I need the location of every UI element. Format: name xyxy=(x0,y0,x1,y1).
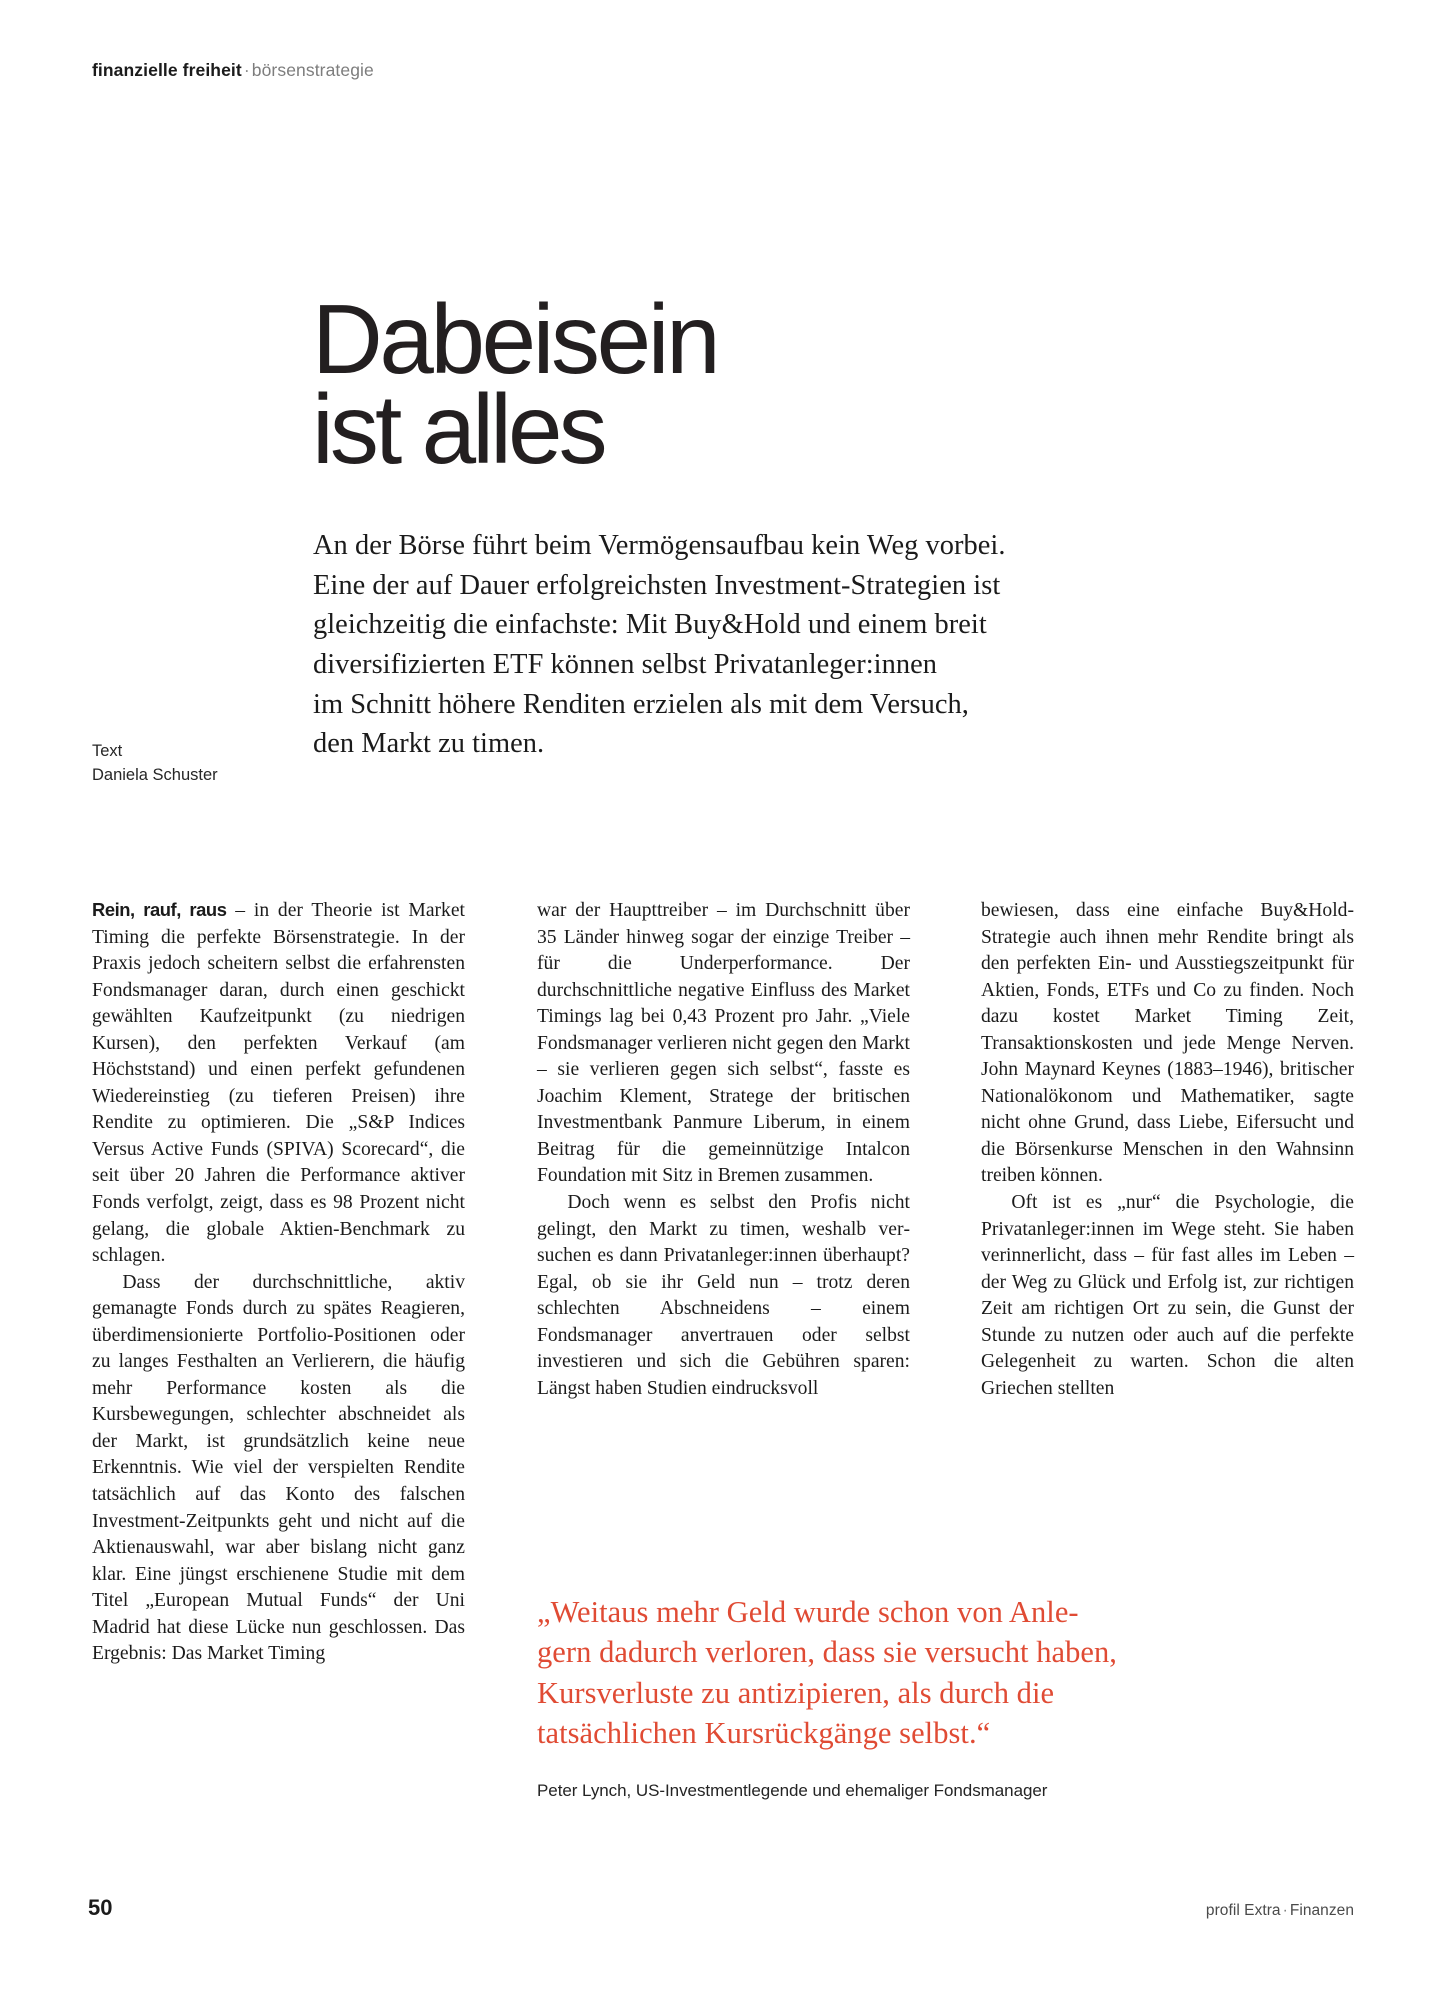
headline-line-2: ist alles xyxy=(312,373,604,484)
paragraph-kicker: Rein, rauf, raus xyxy=(92,899,227,920)
lead-line-4: diversifizierten ETF können selbst Privatanleger:innen xyxy=(313,648,937,680)
footer-section: Finanzen xyxy=(1289,1902,1354,1919)
pull-quote-line-3: Kursverluste zu antizipieren, als durch die xyxy=(537,1675,1055,1710)
pull-quote-attribution: Peter Lynch, US-Investmentlegende und ehemaliger Fondsmanager xyxy=(537,1780,1048,1800)
paragraph: Doch wenn es selbst den Profis nicht gelingt, den Markt zu timen, weshalb versuchen es dann Privatanleger:innen überhaupt? Egal, ob sie ihr Geld nun – trotz deren schlechten Abschneidens – einem Fondsmanager anvertrauen oder selbst investieren und sich die Gebühren sparen: Längst haben Studien eindrucksvoll xyxy=(537,1192,910,1399)
body-column-1 xyxy=(92,898,465,1668)
byline-author: Daniela Schuster xyxy=(92,765,218,784)
pull-quote-line-2: gern dadurch verloren, dass sie versucht haben, xyxy=(537,1635,1117,1670)
byline xyxy=(92,740,218,788)
lead-line-3: gleichzeitig die einfachste: Mit Buy&Hold und einem breit xyxy=(313,609,987,641)
running-head xyxy=(92,60,374,81)
paragraph: Dass der durchschnittliche, aktiv gemanagte Fonds durch zu spätes Reagieren, überdimensionierte Portfolio-Positionen oder zu langes Festhalten an Verlierern, die häufig mehr Performance kosten als die Kursbewegungen, schlechter abschneidet als der Markt, ist grundsätzlich keine neue Erkenntnis. Wie viel der verspielten Rendite tatsächlich auf das Konto des falschen Investment-Zeitpunkts geht und nicht auf die Aktienauswahl, war aber bislang nicht ganz klar. Eine jüngst erschienene Studie mit dem Titel „European Mutual Funds“ der Uni Madrid hat diese Lücke nun geschlossen. Das Ergebnis: Das Market Timing xyxy=(92,1271,465,1665)
lead-line-6: den Markt zu timen. xyxy=(313,728,545,760)
running-head-subsection: börsenstrategie xyxy=(251,60,374,80)
byline-role-label: Text xyxy=(92,742,123,760)
paragraph: Oft ist es „nur“ die Psychologie, die Privatanleger:innen im Wege steht. Sie haben verinnerlicht, dass – für fast alles im Leben – der Weg zu Glück und Erfolg ist, zur richtigen Zeit am richtigen Ort zu sein, die Gunst der Stunde zu nutzen oder auch auf die perfekte Gelegenheit zu warten. Schon die alten Griechen stellten xyxy=(981,1192,1354,1399)
footer-publication: profil Extra xyxy=(1205,1902,1281,1919)
lead-paragraph xyxy=(313,526,1143,764)
running-head-separator: · xyxy=(243,60,250,80)
paragraph-text: – in der Theorie ist Market Timing die perfekte Börsenstrategie. In der Praxis jedoch scheitern selbst die erfahrensten Fondsmanager daran, durch einen geschickt gewählten Kaufzeitpunkt (zu niedrigen Kursen), den perfekten Verkauf (am Höchststand) und einen perfekt gefundenen Wiedereinstieg (zu tieferen Preisen) ihre Rendite zu optimieren. Die „S&P Indices Versus Active Funds (SPIVA) Scorecard“, die seit über 20 Jahren die Performance aktiver Fonds verfolgt, zeigt, dass es 98 Prozent nicht gelang, die globale Aktien-Benchmark zu schlagen. xyxy=(92,900,465,1267)
pull-quote-text xyxy=(537,1592,1227,1754)
headline-line-1: Dabeisein xyxy=(312,283,718,394)
lead-line-5: im Schnitt höhere Renditen erzielen als mit dem Versuch, xyxy=(313,688,969,720)
pull-quote-line-1: „Weitaus mehr Geld wurde schon von Anle- xyxy=(537,1595,1079,1629)
footer-separator: · xyxy=(1282,1902,1288,1919)
body-column-2 xyxy=(537,898,910,1402)
page-number: 50 xyxy=(88,1895,113,1920)
footer-imprint xyxy=(1206,1902,1354,1920)
pull-quote-line-4: tatsächlichen Kursrückgänge selbst.“ xyxy=(537,1716,991,1751)
body-column-3 xyxy=(981,898,1354,1402)
paragraph: war der Haupttreiber – im Durchschnitt über 35 Länder hinweg sogar der einzige Treiber – für die Underperformance. Der durchschnittliche negative Einfluss des Market Timings lag bei 0,43 Prozent pro Jahr. „Viele Fondsmanager verlieren nicht gegen den Markt – sie verlieren gegen sich selbst“, fasste es Joachim Klement, Stratege der britischen Investmentbank Panmure Liberum, in einem Beitrag für die gemeinnützige Intalcon Foundation mit Sitz in Bremen zusammen. xyxy=(537,900,910,1187)
lead-line-1: An der Börse führt beim Vermögensaufbau kein Weg vorbei. xyxy=(313,530,1006,561)
pull-quote xyxy=(537,1592,1227,1801)
running-head-section: finanzielle freiheit xyxy=(92,60,242,80)
paragraph xyxy=(92,898,465,1270)
paragraph: bewiesen, dass eine einfache Buy&Hold-Strategie auch ihnen mehr Rendite bringt als den perfekten Ein- und Ausstiegszeitpunkt für Aktien, Fonds, ETFs und Co zu finden. Noch dazu kostet Market Timing Zeit, Transaktionskosten und jede Menge Nerven. John Maynard Keynes (1883–1946), britischer Nationalökonom und Mathematiker, sagte nicht ohne Grund, dass Liebe, Eifersucht und die Börsenkurse Menschen in den Wahnsinn treiben können. xyxy=(981,900,1354,1187)
page-title xyxy=(312,283,1072,484)
lead-line-2: Eine der auf Dauer erfolgreichsten Investment-Strategien ist xyxy=(313,569,1001,601)
